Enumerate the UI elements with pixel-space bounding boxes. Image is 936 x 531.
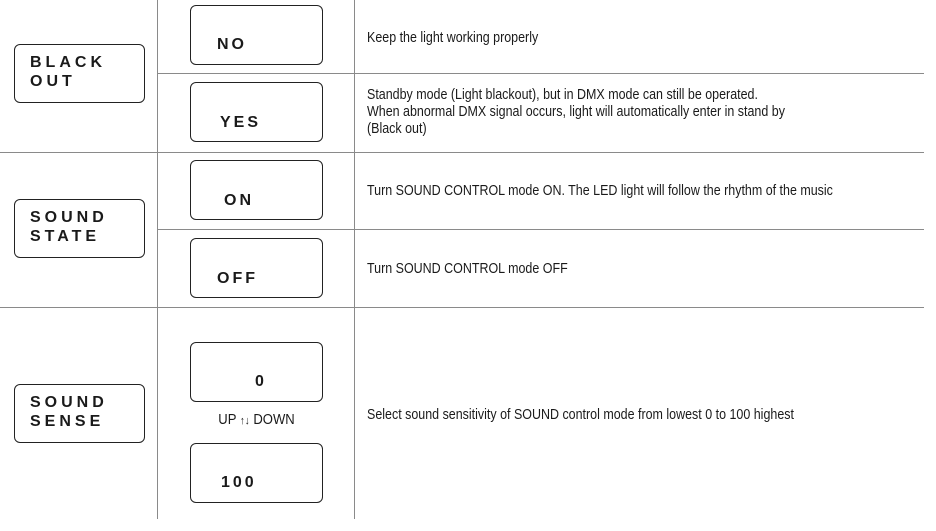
description-line: Turn SOUND CONTROL mode OFF xyxy=(367,261,568,277)
description-line: Standby mode (Light blackout), but in DMX mode can still be operated. xyxy=(367,87,758,103)
display-value: NO xyxy=(217,36,247,53)
display-value: ON xyxy=(224,192,254,209)
menu-sound-state xyxy=(14,199,145,258)
menu-label: BLACK xyxy=(30,54,106,71)
description-line: Keep the light working properly xyxy=(367,30,539,46)
description-sense xyxy=(367,407,794,424)
column-divider xyxy=(157,0,158,519)
description-line: Turn SOUND CONTROL mode ON. The LED light will follow the rhythm of the music xyxy=(367,183,833,199)
description-line: Select sound sensitivity of SOUND control mode from lowest 0 to 100 highest xyxy=(367,407,794,423)
down-label: DOWN xyxy=(253,412,295,428)
row-divider xyxy=(157,229,924,230)
menu-label: SOUND xyxy=(30,209,108,226)
up-down-arrows-icon: ↑↓ xyxy=(239,415,250,427)
description-yes xyxy=(367,87,785,138)
description-line: (Black out) xyxy=(367,121,427,137)
menu-label: SENSE xyxy=(30,413,105,430)
display-sense-low xyxy=(190,342,323,402)
menu-sound-sense xyxy=(14,384,145,443)
up-label: UP xyxy=(218,412,237,428)
display-yes xyxy=(190,82,323,142)
menu-label: STATE xyxy=(30,228,101,245)
column-divider xyxy=(354,0,355,519)
menu-black-out xyxy=(14,44,145,103)
menu-label: SOUND xyxy=(30,394,108,411)
menu-label: OUT xyxy=(30,73,76,90)
display-value: YES xyxy=(220,114,262,131)
display-sense-high xyxy=(190,443,323,503)
display-value: 100 xyxy=(221,474,257,491)
display-on xyxy=(190,160,323,220)
up-down-hint xyxy=(197,412,317,428)
description-line: When abnormal DMX signal occurs, light will automatically enter in stand by xyxy=(367,104,785,120)
row-divider xyxy=(157,73,924,74)
display-value: OFF xyxy=(217,270,258,287)
description-no xyxy=(367,30,538,47)
row-divider xyxy=(0,152,924,153)
description-off xyxy=(367,261,568,278)
row-divider xyxy=(0,307,924,308)
description-on xyxy=(367,183,833,200)
display-off xyxy=(190,238,323,298)
display-value: 0 xyxy=(255,373,267,390)
display-no xyxy=(190,5,323,65)
